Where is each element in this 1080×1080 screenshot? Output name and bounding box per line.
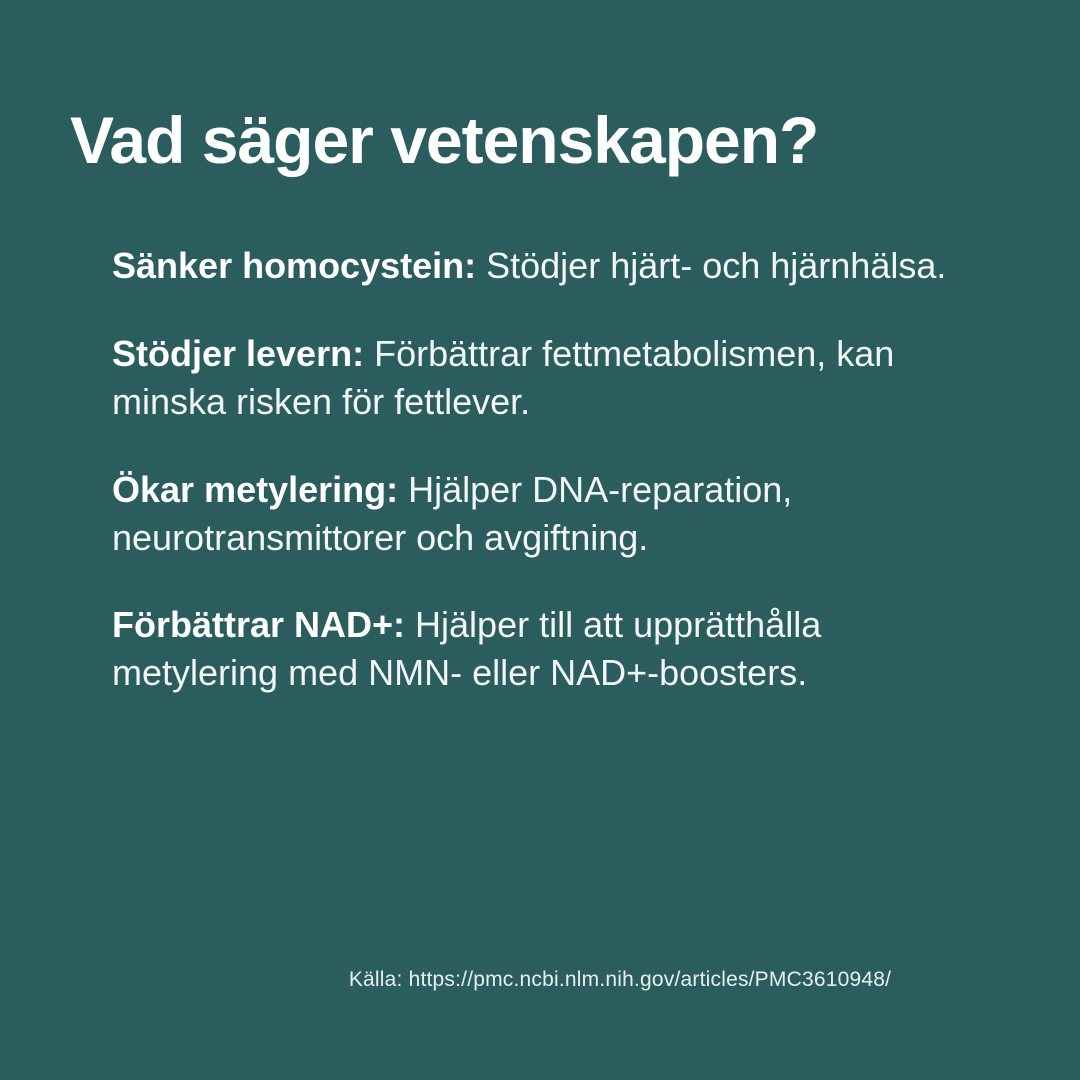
list-item-lead: Stödjer levern: <box>112 332 365 374</box>
list-item-body: Stödjer hjärt- och hjärnhälsa. <box>476 245 947 286</box>
list-item <box>112 330 972 426</box>
benefits-list <box>112 242 972 697</box>
list-item-body: Hjälper DNA-reparation, neurotransmittorer och avgiftning. <box>112 468 793 558</box>
source-citation: Källa: https://pmc.ncbi.nlm.nih.gov/articles/PMC3610948/ <box>348 968 892 991</box>
list-item-lead: Sänker homocystein: <box>112 245 477 286</box>
list-item-body: Hjälper till att upprätthålla metylering med NMN- eller NAD+-boosters. <box>112 604 822 694</box>
list-item <box>112 466 972 562</box>
list-item-body: Förbättrar fettmetabolismen, kan minska risken för fettlever. <box>112 332 895 422</box>
list-item-lead: Ökar metylering: <box>112 468 399 510</box>
page-title: Vad säger vetenskapen? <box>70 103 819 177</box>
list-item <box>112 242 972 290</box>
list-item-lead: Förbättrar NAD+: <box>112 604 406 646</box>
list-item <box>112 601 972 697</box>
